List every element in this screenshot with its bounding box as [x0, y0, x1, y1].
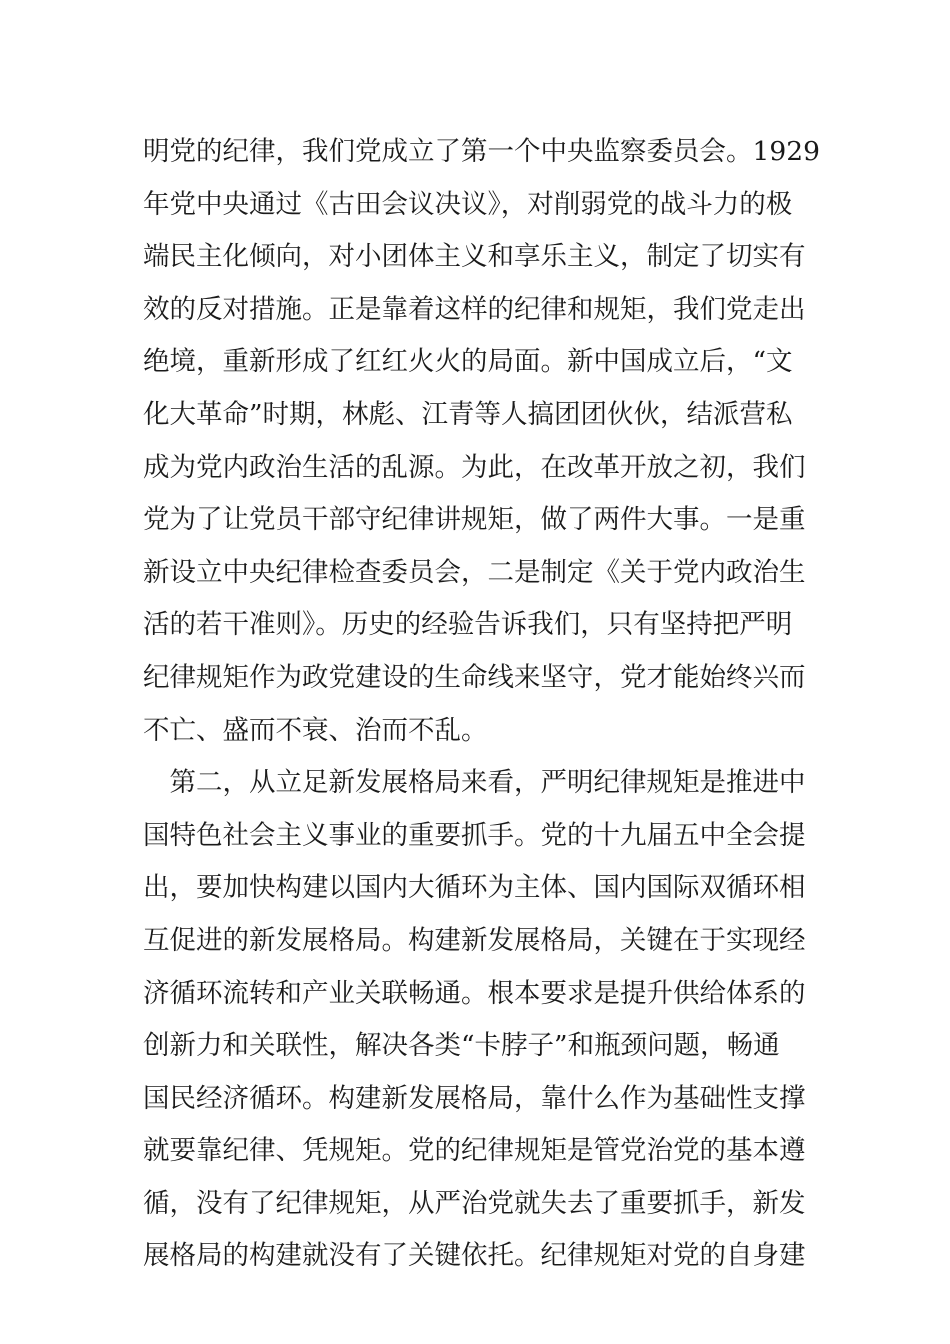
text-line: 就要靠纪律、凭规矩。党的纪律规矩是管党治党的基本遵 — [143, 1135, 806, 1167]
text-line: 年党中央通过《古田会议决议》，对削弱党的战斗力的极 — [143, 188, 793, 220]
text-line: 绝境，重新形成了红红火火的局面。新中国成立后，“文 — [143, 346, 793, 378]
text-line: 第二，从立足新发展格局来看，严明纪律规矩是推进中 — [143, 767, 806, 799]
text-line: 端民主化倾向，对小团体主义和享乐主义，制定了切实有 — [143, 241, 806, 273]
text-line: 明党的纪律，我们党成立了第一个中央监察委员会。1929 — [143, 136, 820, 167]
text-line: 纪律规矩作为政党建设的生命线来坚守，党才能始终兴而 — [143, 661, 806, 693]
text-line: 成为党内政治生活的乱源。为此，在改革开放之初，我们 — [143, 451, 806, 483]
text-line: 济循环流转和产业关联畅通。根本要求是提升供给体系的 — [143, 977, 806, 1009]
text-line: 效的反对措施。正是靠着这样的纪律和规矩，我们党走出 — [143, 293, 806, 325]
text-line: 展格局的构建就没有了关键依托。纪律规矩对党的自身建 — [143, 1240, 806, 1272]
text-line: 国民经济循环。构建新发展格局，靠什么作为基础性支撑 — [143, 1082, 806, 1114]
text-line: 化大革命”时期，林彪、江青等人搞团团伙伙，结派营私 — [143, 398, 793, 430]
text-line: 不亡、盛而不衰、治而不乱。 — [143, 714, 488, 746]
text-line: 循，没有了纪律规矩，从严治党就失去了重要抓手，新发 — [143, 1187, 806, 1219]
text-line: 党为了让党员干部守纪律讲规矩，做了两件大事。一是重 — [143, 504, 806, 536]
text-line: 创新力和关联性，解决各类“卡脖子”和瓶颈问题，畅通 — [143, 1030, 780, 1062]
text-line: 国特色社会主义事业的重要抓手。党的十九届五中全会提 — [143, 819, 806, 851]
text-line: 互促进的新发展格局。构建新发展格局，关键在于实现经 — [143, 924, 806, 956]
body-text — [143, 126, 820, 1283]
text-line: 出，要加快构建以国内大循环为主体、国内国际双循环相 — [143, 872, 806, 904]
text-line: 活的若干准则》。历史的经验告诉我们，只有坚持把严明 — [143, 609, 793, 641]
text-line: 新设立中央纪律检查委员会，二是制定《关于党内政治生 — [143, 556, 806, 588]
